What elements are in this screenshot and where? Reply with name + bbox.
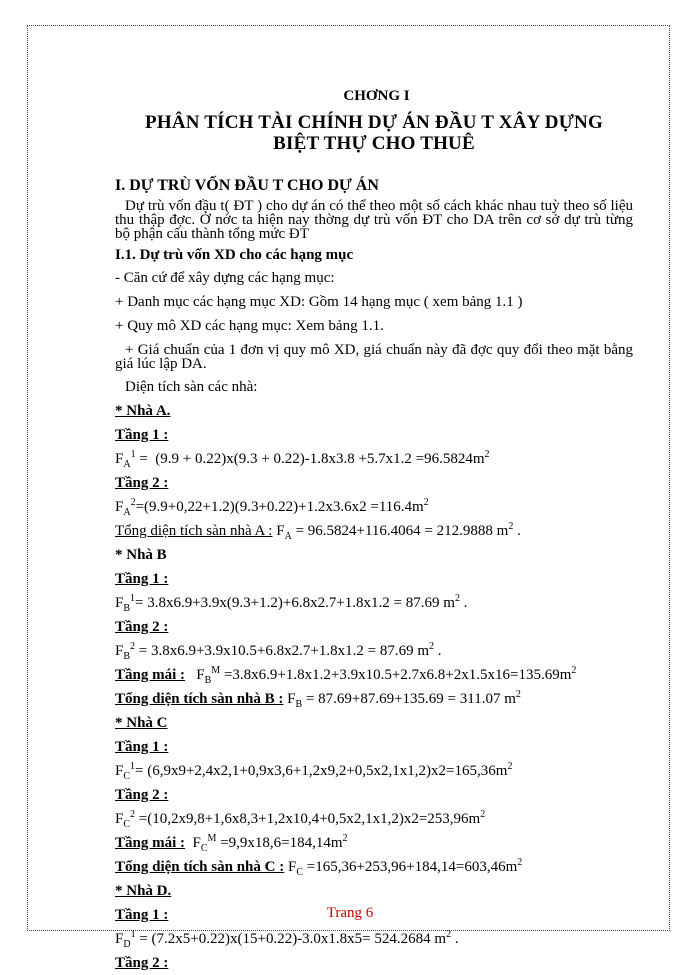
house-b-floor1-label: Tầng 1 : <box>115 571 169 587</box>
house-a-floor2-label: Tầng 2 : <box>115 475 169 491</box>
house-c-label: * Nhà C <box>115 715 168 731</box>
house-d-floor1: $F_D^1 = (7.2x5+0.22)x(15+0.22)-3.0x1.8x5= 524.2684$ $m^2$ . <box>115 929 459 950</box>
document-body <box>115 86 633 975</box>
house-c-roof: Tầng mái : $F_C^M =9,9x18,6=184,14m^2$ <box>115 833 348 854</box>
house-b-label: * Nhà B <box>115 547 167 563</box>
house-b-roof: Tầng mái : $F_B^M =3.8x6.9+1.8x1.2+3.9x10.5+2.7x6.8+2x1.5x16=135.69m^2$ <box>115 665 577 686</box>
house-c-floor1: $F_C^1= (6,9x9+2,4x2,1+0,9x3,6+1,2x9,2+0,5x2,1x1,2)x2=165,36m^2$ <box>115 761 513 782</box>
house-d-floor1-label: Tầng 1 : <box>115 907 169 923</box>
house-b-floor2: $F_B^2 = 3.8x6.9+3.9x10.5+6.8x2.7+1.8x1.2 = 87.69$ $m^2$ . <box>115 641 442 662</box>
house-a-floor2: $F_A^2=(9.9+0,22+1.2)(9.3+0.22)+1.2x3.6x2 =116.4m^2$ <box>115 497 429 518</box>
house-a-floor1-label: Tầng 1 : <box>115 427 169 443</box>
house-c-floor2: $F_C^2 =(10,2x9,8+1,6x8,3+1,2x10,4+0,5x2,1x1,2)x2=253,96m^2$ <box>115 809 486 830</box>
document-title <box>115 112 633 154</box>
house-d-label: * Nhà D. <box>115 883 172 899</box>
house-c-floor2-label: Tầng 2 : <box>115 787 169 803</box>
bullet-category: + Danh mục các hạng mục XD: Gồm 14 hạng mục ( xem bảng 1.1 ) <box>115 294 523 310</box>
house-b-floor1: $F_B^1= 3.8x6.9+3.9x(9.3+1.2)+6.8x2.7+1.8x1.2 = 87.69$ $m^2$ . <box>115 593 468 614</box>
bullet-scale: + Quy mô XD các hạng mục: Xem bảng 1.1. <box>115 318 384 334</box>
bullet-basis: - Căn cứ để xây dựng các hạng mục: <box>115 270 335 286</box>
area-intro: Diện tích sàn các nhà: <box>125 379 258 395</box>
price-paragraph: + Giá chuẩn của 1 đơn vị quy mô XD, giá chuẩn này đã đợc quy đổi theo mặt bằng giá lúc lập DA. <box>115 342 633 372</box>
house-c-total: Tổng diện tích sàn nhà C : $F_C =165,36+253,96+184,14=603,46m^2$ <box>115 857 523 878</box>
house-b-total: Tổng diện tích sàn nhà B : $F_B = 87.69+87.69+135.69 = 311.07$ $m^2$ <box>115 689 521 710</box>
house-c-floor1-label: Tầng 1 : <box>115 739 169 755</box>
section-1-1-heading: I.1. Dự trù vốn XD cho các hạng mục <box>115 247 354 263</box>
house-a-label: * Nhà A. <box>115 403 171 419</box>
page-number: Trang 6 <box>326 905 374 921</box>
title-line-1: PHÂN TÍCH TÀI CHÍNH DỰ ÁN ĐẦU T XÂY DỰNG <box>145 112 603 133</box>
title-line-2: BIỆT THỰ CHO THUÊ <box>273 133 475 154</box>
section-1-paragraph: Dự trù vốn đầu t( ĐT ) cho dự án có thể theo một số cách khác nhau tuỳ theo số liệu thu thập đợc. Ở nớc ta hiện nay thờng dự trù vốn ĐT cho DA trên cơ sở dự trù từng bộ phận cấu thành tổng mức ĐT <box>115 198 633 242</box>
house-a-floor1: $F_A^1 = (9.9 + 0.22)x(9.3 + 0.22)-1.8x3.8 +5.7x1.2 =96.5824m^2$ <box>115 449 490 470</box>
section-1-heading: I. DỰ TRÙ VỐN ĐẦU T CHO DỰ ÁN <box>115 177 379 194</box>
house-a-total: Tổng diện tích sàn nhà A : $F_A = 96.5824+116.4064 = 212.9888$ $m^2$ . <box>115 521 521 542</box>
chapter-heading: CHƠNG I <box>343 88 410 104</box>
house-d-floor2-label: Tầng 2 : <box>115 955 169 971</box>
house-b-floor2-label: Tầng 2 : <box>115 619 169 635</box>
